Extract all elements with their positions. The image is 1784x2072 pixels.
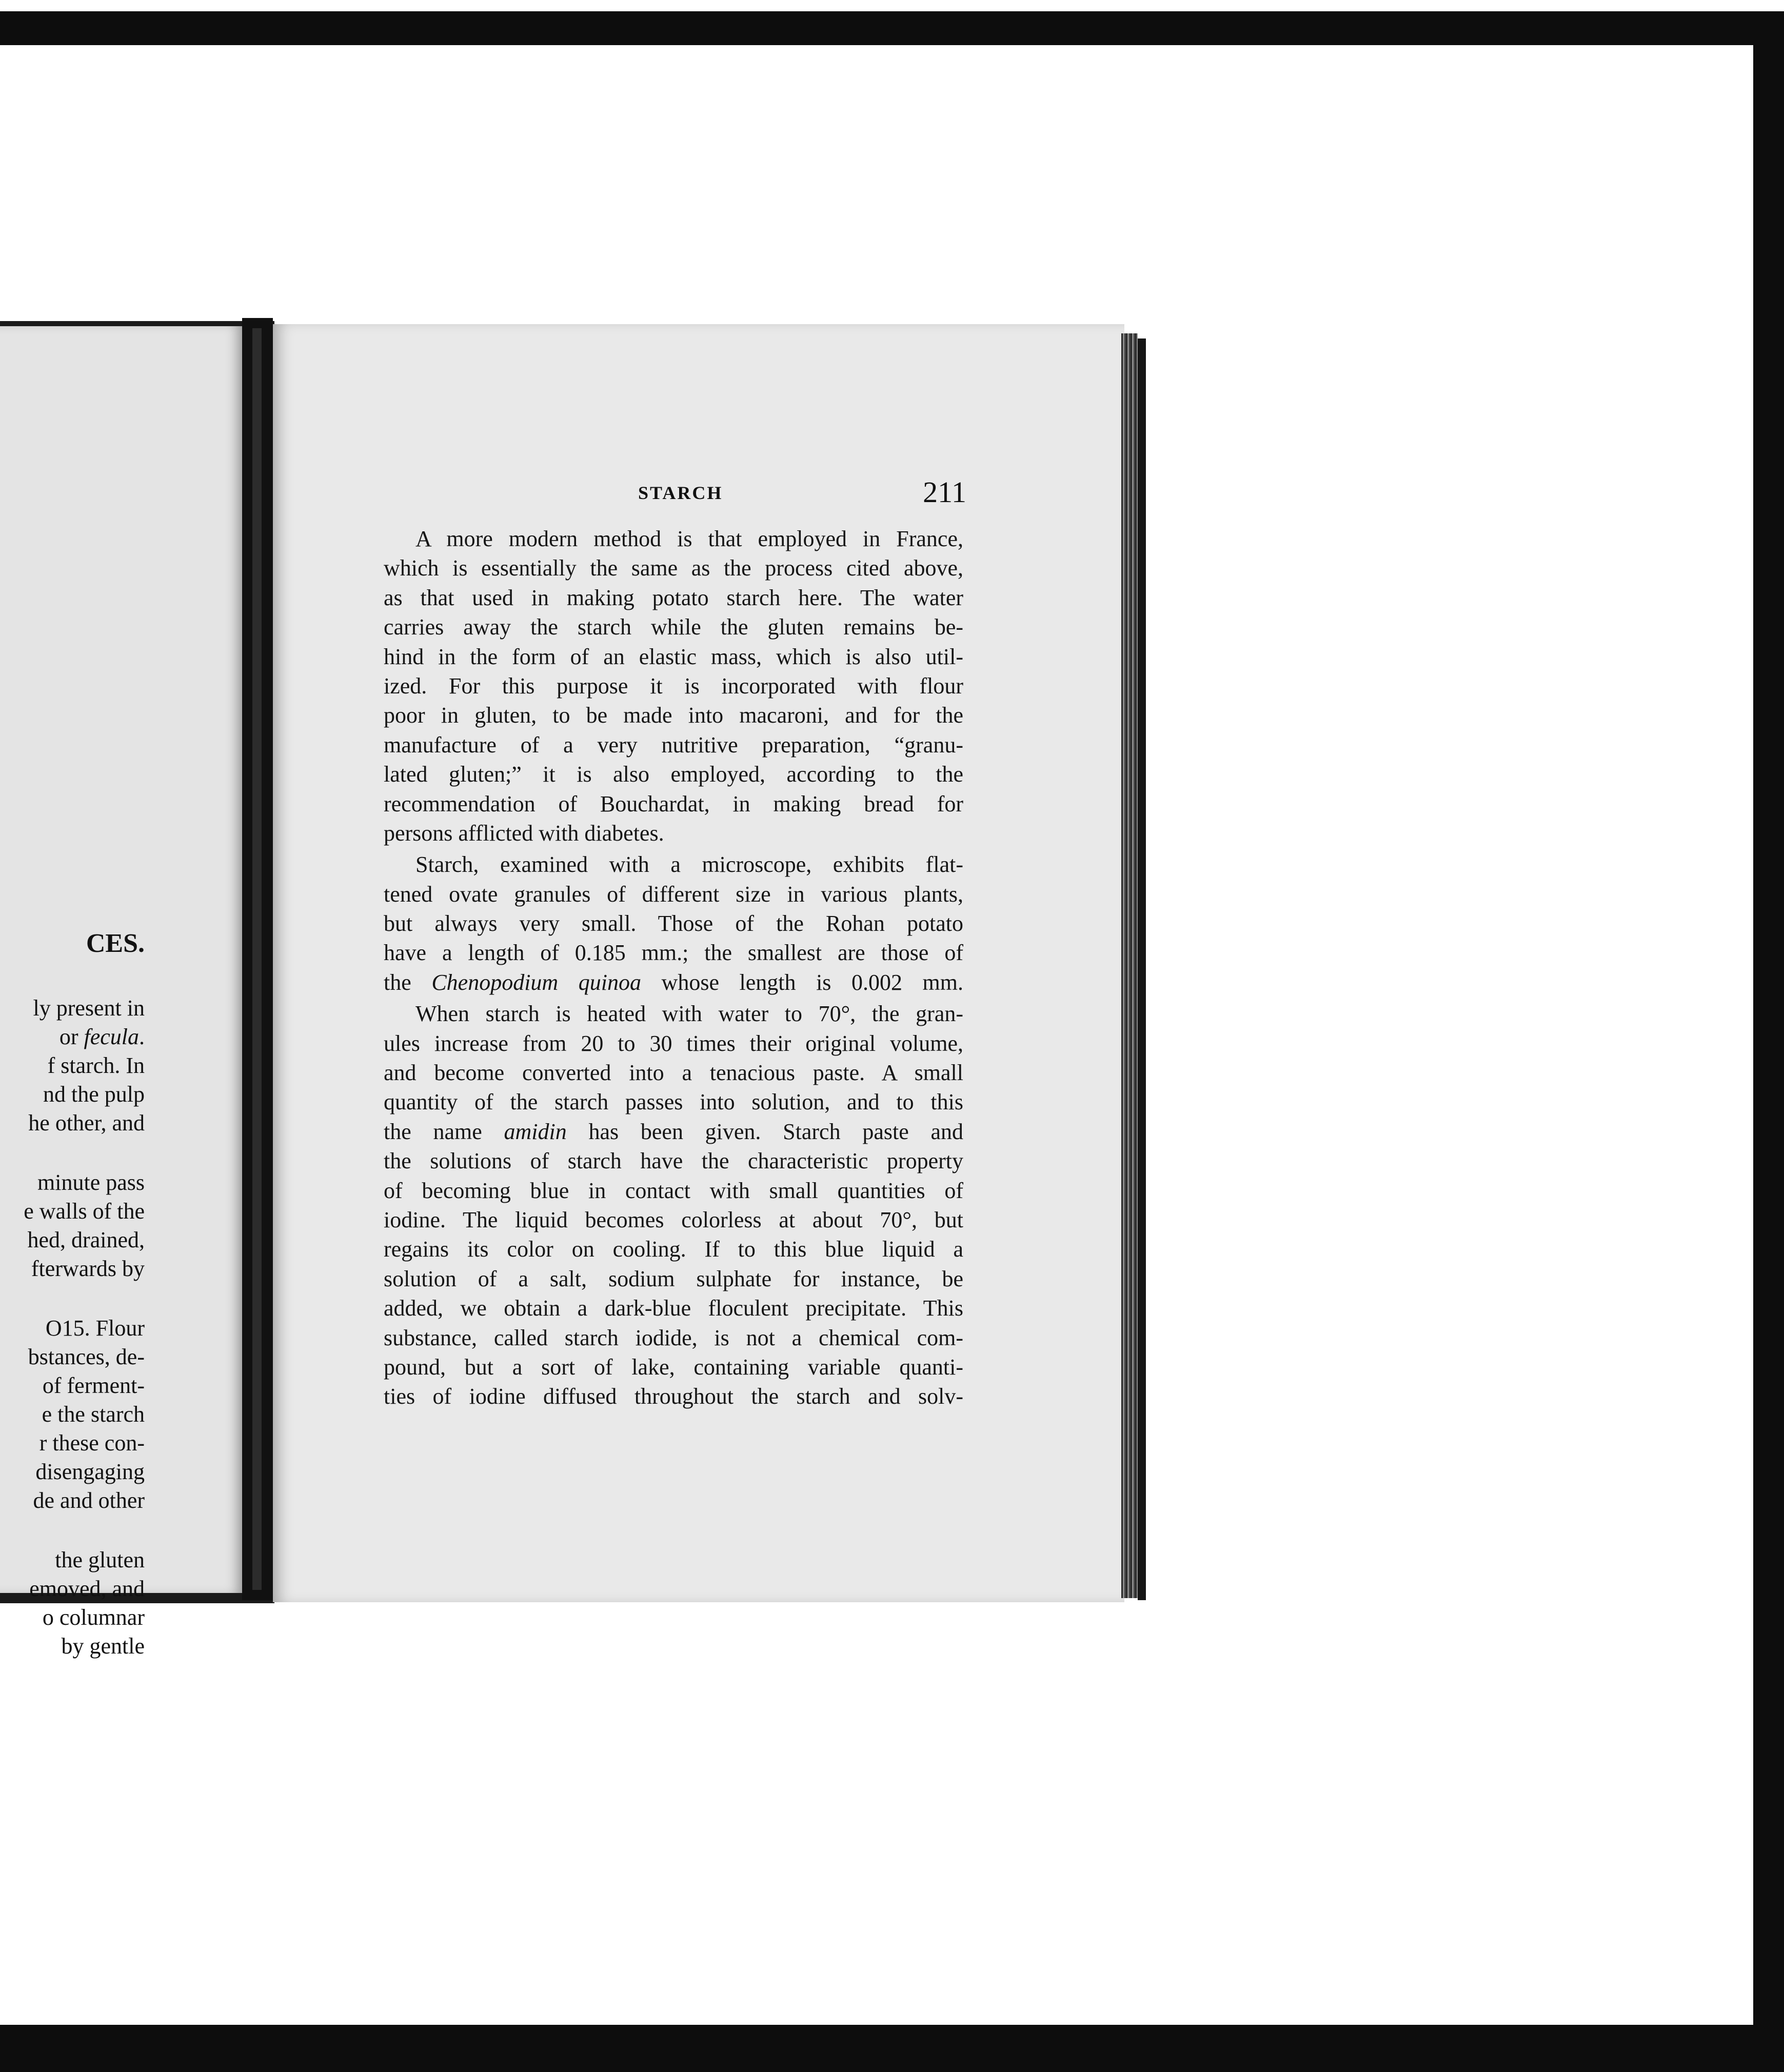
text-line: have a length of 0.185 mm.; the smallest are those of bbox=[384, 940, 963, 966]
left-line: of ferment- bbox=[42, 1373, 145, 1398]
left-line: fterwards by bbox=[31, 1256, 145, 1281]
left-line: O15. Flour bbox=[45, 1316, 145, 1341]
italic-term: amidin bbox=[504, 1119, 567, 1144]
text-line: but always very small. Those of the Rohan potato bbox=[384, 911, 963, 937]
text-line: quantity of the starch passes into solution, and to this bbox=[384, 1089, 963, 1115]
text-line: poor in gluten, to be made into macaroni, and for the bbox=[384, 703, 963, 728]
scan-border-bottom bbox=[0, 2025, 1784, 2072]
left-line: nd the pulp bbox=[43, 1082, 145, 1107]
body-text bbox=[384, 524, 963, 1411]
left-line: de and other bbox=[33, 1488, 145, 1513]
text-line: the solutions of starch have the characteristic property bbox=[384, 1148, 963, 1174]
running-head: STARCH bbox=[638, 483, 723, 503]
left-line: r these con- bbox=[39, 1430, 145, 1456]
page-number: 211 bbox=[923, 475, 966, 509]
text-line: When starch is heated with water to 70°, the gran- bbox=[415, 1001, 963, 1027]
page-header bbox=[638, 472, 966, 513]
text-line: A more modern method is that employed in France, bbox=[415, 526, 963, 551]
text-line: carries away the starch while the gluten remains be- bbox=[384, 614, 963, 640]
left-line: ly present in bbox=[33, 995, 145, 1021]
text-line: ized. For this purpose it is incorporated with flour bbox=[384, 673, 963, 699]
left-line: hed, drained, bbox=[27, 1227, 145, 1252]
text-line: and become converted into a tenacious paste. A small bbox=[384, 1060, 963, 1086]
text-line: ules increase from 20 to 30 times their original volume, bbox=[384, 1030, 963, 1056]
text-line: persons afflicted with diabetes. bbox=[384, 820, 664, 846]
left-line: bstances, de- bbox=[28, 1344, 145, 1369]
book-cover-right bbox=[1138, 338, 1146, 1600]
italic-term: Chenopodium quinoa bbox=[431, 969, 641, 995]
left-line: o columnar bbox=[42, 1605, 145, 1630]
left-line-text: or fecula. bbox=[59, 1024, 145, 1049]
left-line: by gentle bbox=[61, 1633, 145, 1659]
text-line: tened ovate granules of different size in various plants, bbox=[384, 881, 963, 907]
left-line: minute pass bbox=[37, 1170, 145, 1195]
text-line: solution of a salt, sodium sulphate for instance, be bbox=[384, 1266, 963, 1291]
left-line: emoved, and bbox=[29, 1576, 145, 1601]
text-line: regains its color on cooling. If to this blue liquid a bbox=[384, 1237, 963, 1262]
text-line: substance, called starch iodide, is not a chemical com- bbox=[384, 1325, 963, 1350]
text-line: which is essentially the same as the process cited above, bbox=[384, 555, 963, 581]
page-fore-edge bbox=[1121, 333, 1138, 1598]
left-page-text bbox=[0, 929, 145, 1661]
text-line: as that used in making potato starch here. The water bbox=[384, 585, 963, 610]
text-line: manufacture of a very nutritive preparation, “granu- bbox=[384, 732, 963, 758]
scan-border-right bbox=[1753, 45, 1784, 2025]
left-paragraph-gap bbox=[0, 1283, 145, 1314]
left-paragraph-gap bbox=[0, 1515, 145, 1546]
text-line: iodine. The liquid becomes colorless at about 70°, but bbox=[384, 1207, 963, 1232]
text-line: pound, but a sort of lake, containing variable quanti- bbox=[384, 1354, 963, 1380]
left-page bbox=[0, 326, 242, 1659]
left-line: e walls of the bbox=[24, 1199, 145, 1224]
text-line: Starch, examined with a microscope, exhibits flat- bbox=[415, 852, 963, 878]
italic-term: fecula bbox=[84, 1024, 139, 1049]
text-line: recommendation of Bouchardat, in making bread for bbox=[384, 791, 963, 816]
scan-margin-top bbox=[0, 0, 1784, 11]
left-line: f starch. In bbox=[47, 1053, 145, 1078]
left-line: he other, and bbox=[28, 1110, 145, 1135]
left-line: disengaging bbox=[35, 1459, 145, 1484]
text-line: the name amidin has been given. Starch paste and bbox=[384, 1119, 963, 1144]
left-line: e the starch bbox=[42, 1402, 145, 1427]
text-line: ties of iodine diffused throughout the starch and solv- bbox=[384, 1384, 963, 1409]
text-line: lated gluten;” it is also employed, according to the bbox=[384, 762, 963, 787]
left-paragraph-gap bbox=[0, 1138, 145, 1168]
left-line bbox=[0, 1023, 145, 1051]
text-line: of becoming blue in contact with small quantities of bbox=[384, 1178, 963, 1203]
text-line: hind in the form of an elastic mass, which is also util- bbox=[384, 644, 963, 669]
text-line: added, we obtain a dark-blue floculent precipitate. This bbox=[384, 1296, 963, 1321]
book-gutter-inner bbox=[252, 328, 262, 1590]
left-page-heading: CES. bbox=[86, 929, 145, 958]
text-line: the Chenopodium quinoa whose length is 0.002 mm. bbox=[384, 969, 964, 995]
left-line: the gluten bbox=[55, 1547, 145, 1572]
